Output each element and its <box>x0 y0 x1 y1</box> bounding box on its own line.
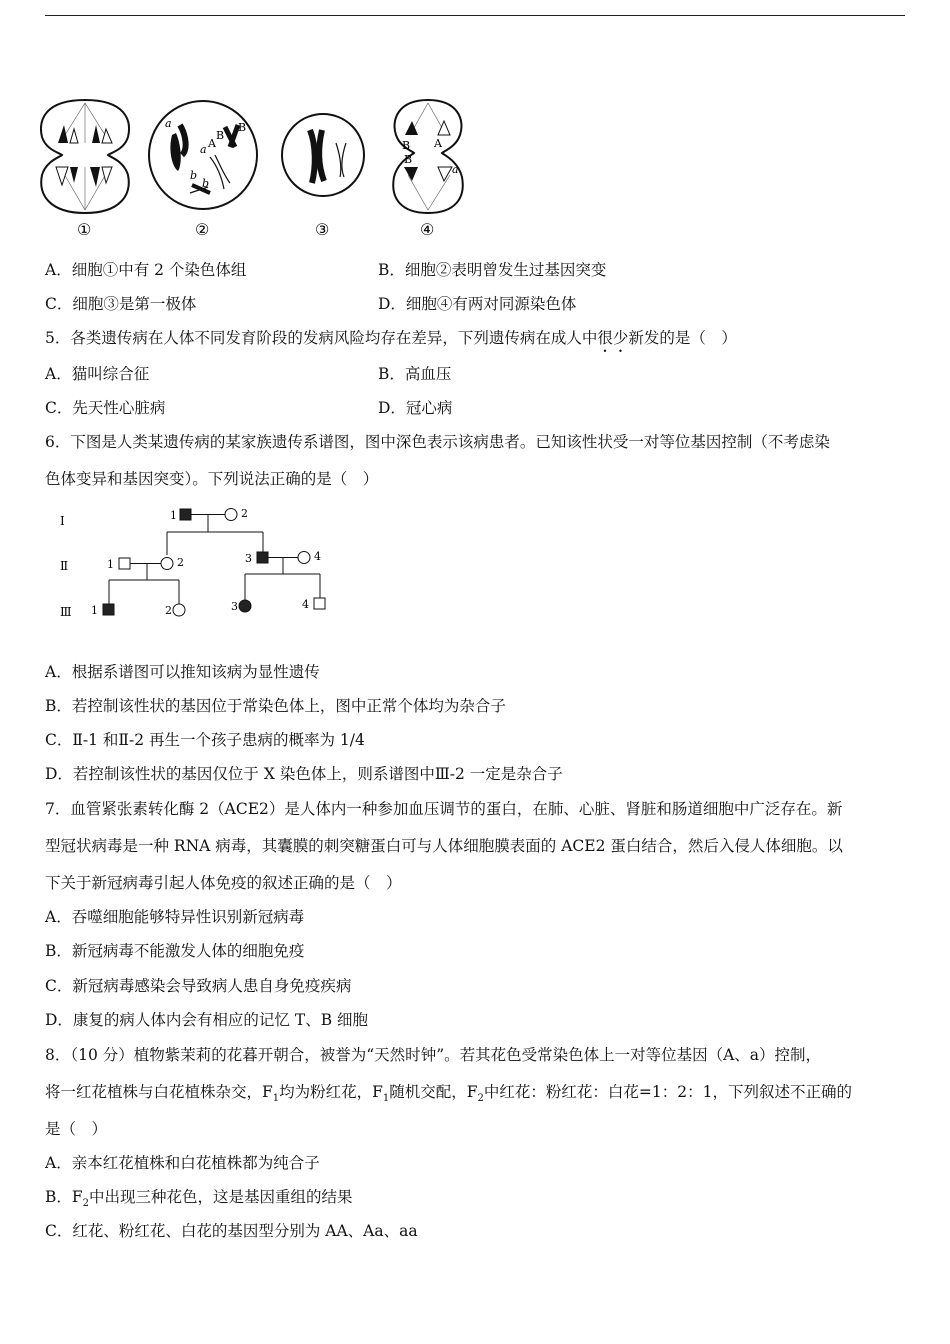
q8-option-a[interactable]: A．亲本红花植株和白花植株都为纯合子 <box>45 1154 320 1172</box>
II-1-normal-male <box>119 558 130 569</box>
q8-sub-f1-b: 1 <box>382 1093 390 1105</box>
svg-text:2: 2 <box>241 507 248 520</box>
header-rule <box>45 15 905 16</box>
q8-stem-line1: 8．（10 分）植物紫茉莉的花暮开朝合，被誉为“天然时钟”。若其花色受常染色体上一对等位基因（A、a）控制， <box>45 1046 822 1064</box>
q5-stem-before: 5．各类遗传病在人体不同发育阶段的发病风险均存在差异，下列遗传病在成人中 <box>45 329 598 347</box>
q7-option-b[interactable]: B．新冠病毒不能激发人体的细胞免疫 <box>45 942 305 960</box>
cell-division-figure <box>40 95 480 245</box>
svg-text:4: 4 <box>314 550 321 563</box>
svg-text:3: 3 <box>245 552 252 565</box>
svg-text:A: A <box>434 137 442 150</box>
q8-option-b-part-a: B．F <box>45 1188 83 1206</box>
q7-option-a[interactable]: A．吞噬细胞能够特异性识别新冠病毒 <box>45 908 305 926</box>
I-2-normal-female <box>225 509 237 521</box>
II-3-affected-male <box>257 552 268 563</box>
cell-1-drawing <box>41 100 129 213</box>
q4-option-c[interactable]: C．细胞③是第一极体 <box>45 295 197 313</box>
gen-label-2: Ⅱ <box>60 559 69 573</box>
q8-stem-line3: 是（ ） <box>45 1120 108 1138</box>
q7-option-c[interactable]: C．新冠病毒感染会导致病人患自身免疫疾病 <box>45 977 352 995</box>
cell-4-drawing <box>393 100 463 213</box>
q8-line2-part-b: 均为粉红花，F <box>279 1083 383 1101</box>
q8-line2-part-a: 将一红花植株与白花植株杂交，F <box>45 1083 273 1101</box>
svg-text:B: B <box>404 153 413 166</box>
q5-stem-after: 新发的是（ ） <box>628 329 737 347</box>
III-1-affected-male <box>103 604 114 615</box>
svg-text:3: 3 <box>231 600 238 613</box>
q6-stem-line1: 6．下图是人类某遗传病的某家族遗传系谱图，图中深色表示该病患者。已知该性状受一对等位基因控制（不考虑染 <box>45 433 830 451</box>
q6-option-a[interactable]: A．根据系谱图可以推知该病为显性遗传 <box>45 663 320 681</box>
II-2-normal-female <box>161 558 173 570</box>
q6-stem-line2: 色体变异和基因突变）。下列说法正确的是（ ） <box>45 470 379 488</box>
q8-option-b-sub: 2 <box>82 1198 90 1210</box>
q8-option-b[interactable] <box>45 1187 353 1214</box>
q5-option-a[interactable]: A．猫叫综合征 <box>45 365 150 383</box>
svg-text:B: B <box>216 129 225 142</box>
q8-stem-line2 <box>45 1082 852 1109</box>
q8-line2-part-d: 中红花：粉红花：白花=1：2：1，下列叙述不正确的 <box>483 1083 852 1101</box>
q6-option-d[interactable]: D．若控制该性状的基因仅位于 X 染色体上，则系谱图中Ⅲ-2 一定是杂合子 <box>45 765 563 783</box>
svg-text:a: a <box>200 143 207 156</box>
svg-text:1: 1 <box>91 604 98 617</box>
q6-option-b[interactable]: B．若控制该性状的基因位于常染色体上，图中正常个体均为杂合子 <box>45 697 506 715</box>
q7-stem-line2: 型冠状病毒是一种 RNA 病毒，其囊膜的刺突糖蛋白可与人体细胞膜表面的 ACE2 蛋白结合，然后入侵人体细胞。以 <box>45 837 843 855</box>
svg-text:B: B <box>238 121 247 134</box>
svg-text:1: 1 <box>107 558 114 571</box>
q7-option-d[interactable]: D．康复的病人体内会有相应的记忆 T、B 细胞 <box>45 1011 369 1029</box>
cell-2-drawing <box>149 101 257 209</box>
svg-text:2: 2 <box>177 556 184 569</box>
svg-text:b: b <box>190 169 198 182</box>
q4-option-d[interactable]: D．细胞④有两对同源染色体 <box>378 295 577 313</box>
q8-option-c[interactable]: C．红花、粉红花、白花的基因型分别为 AA、Aa、aa <box>45 1222 418 1240</box>
cell-label-3: ③ <box>315 220 330 239</box>
pedigree-chart <box>55 500 345 630</box>
q5-stem-emphasis: 很少 <box>597 329 629 347</box>
III-4-normal-male <box>314 598 325 609</box>
svg-text:a: a <box>452 163 459 176</box>
cell-label-4: ④ <box>420 220 435 239</box>
q5-option-b[interactable]: B．高血压 <box>378 365 452 383</box>
cell-label-1: ① <box>77 220 92 239</box>
I-1-affected-male <box>180 509 191 520</box>
q7-stem-line1: 7．血管紧张素转化酶 2（ACE2）是人体内一种参加血压调节的蛋白，在肺、心脏、肾脏和肠道细胞中广泛存在。新 <box>45 800 843 818</box>
svg-text:4: 4 <box>302 598 309 611</box>
svg-text:A: A <box>208 137 216 150</box>
q8-sub-f1-a: 1 <box>272 1093 280 1105</box>
q8-sub-f2: 2 <box>477 1093 484 1105</box>
II-4-normal-female <box>298 552 310 564</box>
svg-text:B: B <box>402 139 411 152</box>
q7-stem-line3: 下关于新冠病毒引起人体免疫的叙述正确的是（ ） <box>45 874 402 892</box>
q5-option-c[interactable]: C．先天性心脏病 <box>45 399 166 417</box>
q5-option-d[interactable]: D．冠心病 <box>378 399 453 417</box>
q6-option-c[interactable]: C．Ⅱ-1 和Ⅱ-2 再生一个孩子患病的概率为 1/4 <box>45 731 365 749</box>
III-3-affected-female <box>239 600 251 612</box>
III-2-normal-female <box>173 604 185 616</box>
q5-stem <box>45 328 737 356</box>
svg-text:2: 2 <box>165 604 172 617</box>
q4-option-b[interactable]: B．细胞②表明曾发生过基因突变 <box>378 261 607 279</box>
svg-text:b: b <box>202 177 210 190</box>
cell-label-2: ② <box>195 220 210 239</box>
svg-text:1: 1 <box>170 509 177 522</box>
q8-line2-part-c: 随机交配，F <box>389 1083 478 1101</box>
gen-label-3: Ⅲ <box>60 605 72 619</box>
q8-option-b-part-b: 中出现三种花色，这是基因重组的结果 <box>89 1188 353 1206</box>
svg-text:a: a <box>165 117 172 130</box>
cell-3-drawing <box>282 114 364 196</box>
q4-option-a[interactable]: A．细胞①中有 2 个染色体组 <box>45 261 247 279</box>
gen-label-1: Ⅰ <box>60 514 65 528</box>
